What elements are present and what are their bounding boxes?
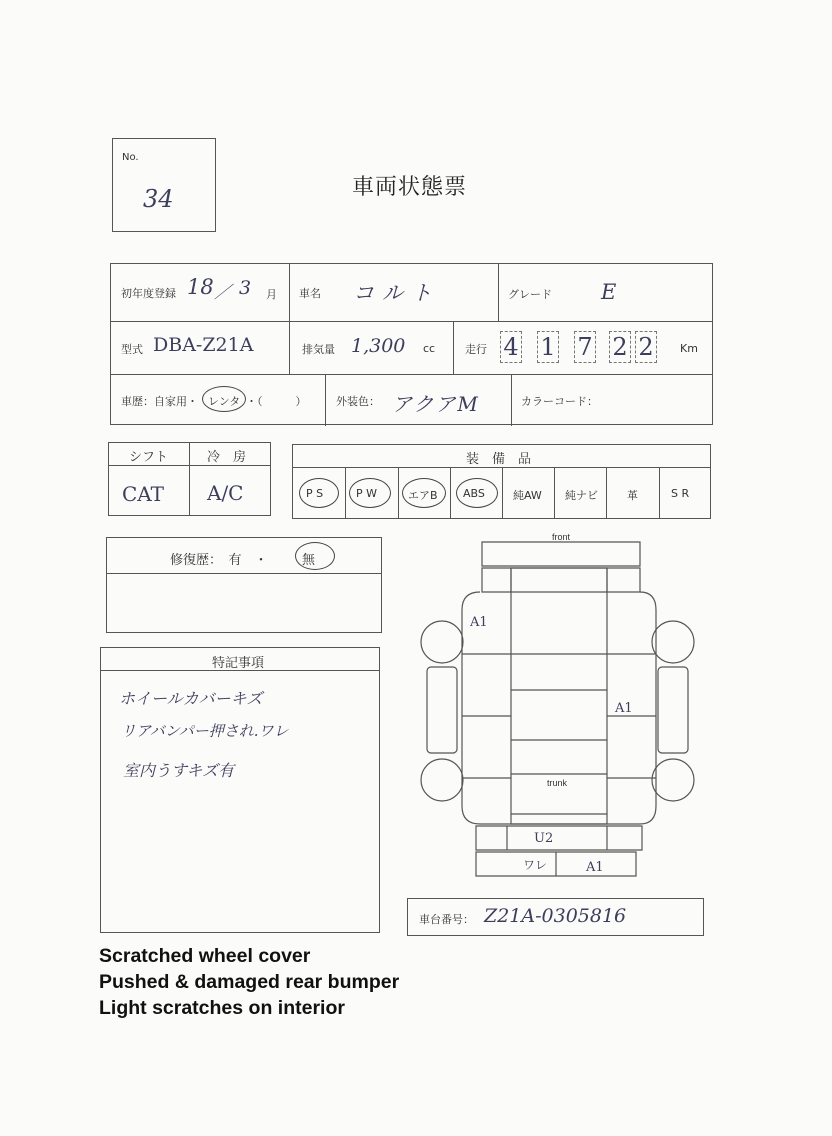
equip-abs-circle [456, 478, 498, 508]
equipment-table [292, 444, 711, 519]
mileage-digit-4: 2 [609, 331, 631, 363]
equip-navigation: 純ナビ [565, 489, 598, 502]
exterior-color-cell [325, 374, 511, 426]
exterior-color-value: アクアM [392, 392, 480, 416]
special-notes-box [100, 647, 380, 933]
mileage-label: 走行 [465, 343, 487, 356]
color-code-cell [511, 374, 714, 426]
note-line-2: リアバンパー押され.ワレ [121, 722, 289, 740]
shift-ac-table [108, 442, 271, 516]
chassis-number-label: 車台番号： [419, 913, 474, 926]
history-rental-circle [202, 386, 246, 412]
grade-label: グレード [508, 288, 552, 301]
translation-line-3: Light scratches on interior [99, 997, 345, 1019]
first-registration-year: 18 [187, 275, 214, 299]
damage-mark-front-left: A1 [470, 615, 488, 630]
color-code-label: カラーコード： [521, 395, 598, 408]
displacement-label: 排気量 [302, 343, 335, 356]
car-name-value: コルト [353, 281, 440, 305]
ac-header: 冷 房 [207, 450, 247, 465]
mileage-cell [453, 321, 714, 374]
equip-pw-circle [349, 478, 391, 508]
damage-mark-right-side: A1 [615, 701, 633, 716]
damage-mark-rear-bumper-right: A1 [586, 860, 604, 875]
history-other: ・（ ） [246, 395, 307, 408]
model-label: 型式 [121, 343, 143, 356]
translation-block [99, 943, 399, 1021]
mileage-digit-3: 7 [574, 331, 596, 363]
page-title: 車両状態票 [352, 175, 468, 200]
diagram-trunk-label: trunk [546, 778, 568, 788]
number-box [112, 138, 216, 232]
first-registration-cell [111, 264, 289, 321]
first-registration-label: 初年度登録 [121, 287, 176, 300]
number-label: No. [122, 152, 139, 163]
first-registration-month: 3 [239, 277, 252, 299]
equip-alloy-wheel: 純AW [513, 489, 542, 502]
equip-abs: ABS [463, 487, 485, 500]
chassis-number-value: Z21A-0305816 [484, 905, 627, 927]
shift-header: シフト [129, 450, 169, 465]
ac-value: A/C [207, 481, 244, 505]
equip-airbag: エアB [408, 489, 438, 502]
grade-value: E [601, 280, 617, 304]
number-value: 34 [143, 185, 174, 213]
mileage-digit-1: 4 [500, 331, 522, 363]
equip-ps: P S [306, 487, 324, 500]
mileage-digit-2: 1 [537, 331, 559, 363]
note-line-3: 室内うすキズ有 [123, 761, 235, 780]
special-notes-header: 特記事項 [212, 656, 265, 671]
equip-airbag-circle [402, 478, 446, 508]
mileage-unit: Km [680, 342, 698, 355]
chassis-number-box [407, 898, 704, 936]
car-name-label: 車名 [299, 287, 321, 300]
history-rental: レンタ [208, 395, 241, 408]
shift-value: CAT [122, 482, 164, 506]
displacement-unit: cc [423, 342, 436, 355]
vehicle-info-table [110, 263, 713, 425]
equip-pw: P W [356, 487, 378, 500]
equip-ps-circle [299, 478, 339, 508]
grade-cell [498, 264, 714, 321]
first-registration-separator: ／ [214, 283, 231, 303]
equipment-header: 装 備 品 [466, 452, 532, 467]
exterior-color-label: 外装色： [336, 395, 380, 408]
model-value: DBA-Z21A [153, 334, 254, 356]
damage-mark-rear-bumper-left: ワレ [523, 858, 548, 872]
model-cell [111, 321, 289, 374]
displacement-cell [289, 321, 453, 374]
displacement-value: 1,300 [351, 335, 406, 357]
repair-history-value: 無 [302, 553, 316, 568]
translation-line-2: Pushed & damaged rear bumper [99, 971, 400, 993]
history-label: 車歴：自家用・ [121, 395, 198, 408]
first-registration-unit: 月 [266, 288, 277, 301]
repair-history-label: 修復歴： 有 ・ [170, 553, 268, 568]
history-cell [111, 374, 325, 426]
car-damage-diagram [410, 528, 710, 884]
repair-history-box [106, 537, 382, 633]
car-name-cell [289, 264, 498, 321]
note-line-1: ホイールカバーキズ [119, 689, 263, 708]
mileage-digit-5: 2 [635, 331, 657, 363]
repair-history-circle [295, 542, 335, 570]
damage-mark-rear-center: U2 [534, 831, 554, 846]
translation-line-1: Scratched wheel cover [99, 945, 311, 967]
equip-sunroof: S R [671, 487, 690, 500]
equip-leather: 革 [627, 489, 638, 502]
diagram-front-label: front [551, 532, 571, 542]
